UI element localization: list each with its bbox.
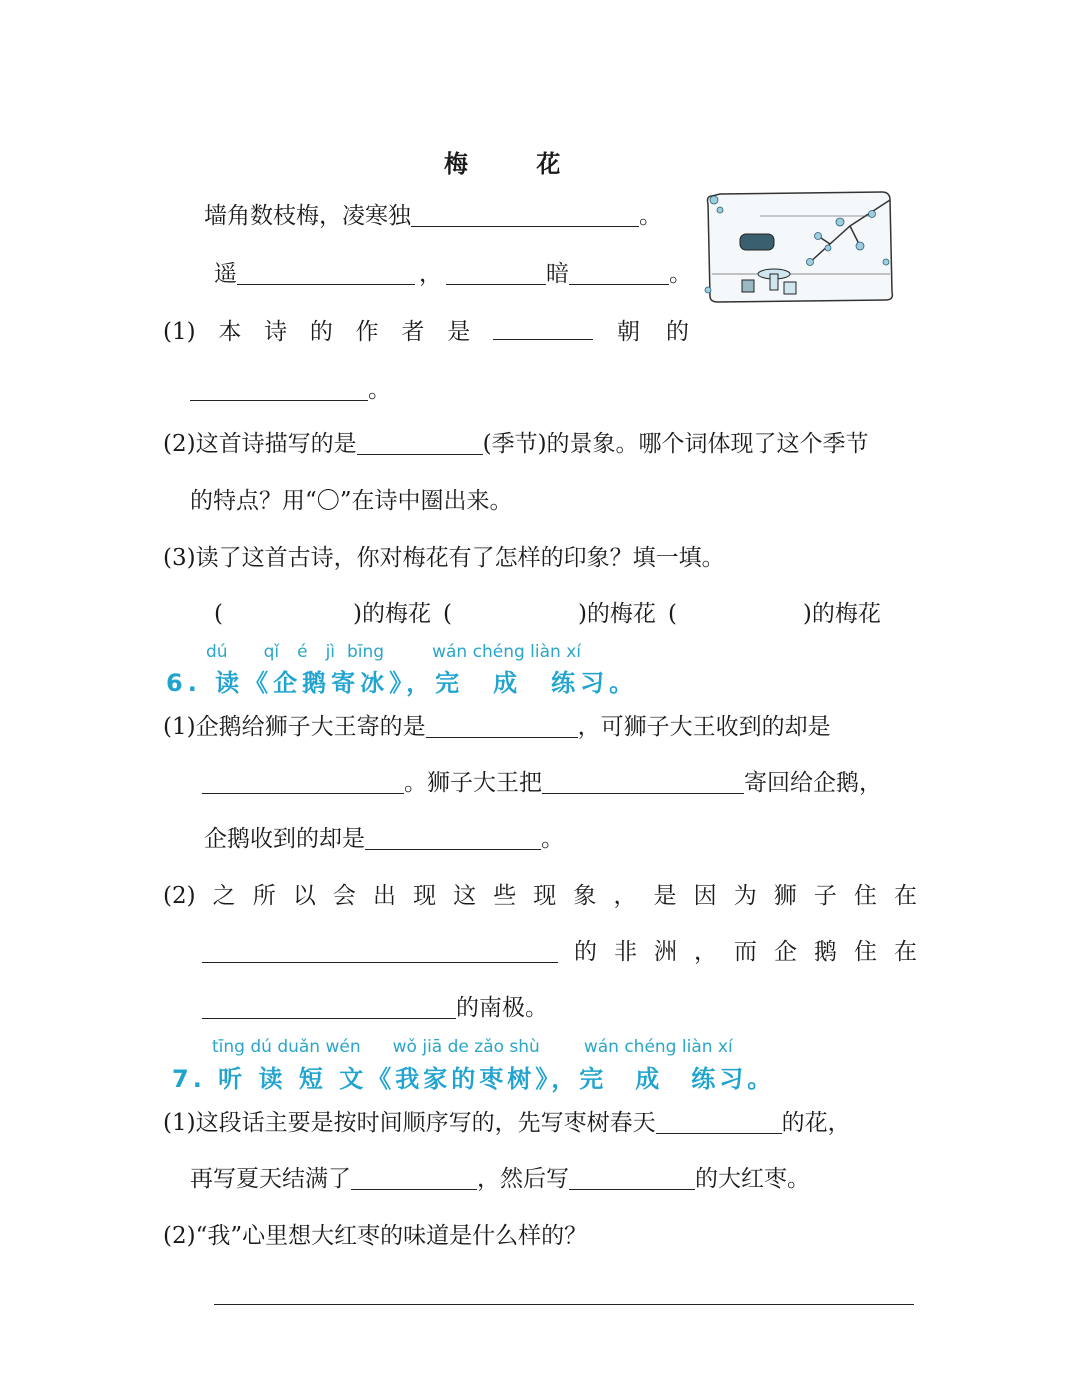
s7-1-line-1 xyxy=(163,1108,851,1138)
pinyin: wán chéng liàn xí xyxy=(583,1037,733,1057)
blank-s6-2b[interactable] xyxy=(202,996,456,1019)
char: ， xyxy=(613,883,637,909)
char: 为 xyxy=(733,883,757,909)
blank-s6-1a[interactable] xyxy=(426,715,578,738)
char: 诗 xyxy=(264,319,288,345)
char: 企 xyxy=(774,939,797,965)
pinyin: tīng dú duǎn wén xyxy=(212,1037,361,1057)
char: 出 xyxy=(372,883,396,909)
char: 以 xyxy=(292,883,316,909)
blank-s7-1a[interactable] xyxy=(656,1111,782,1134)
q5-2-line-1 xyxy=(163,429,869,459)
pinyin: é xyxy=(297,642,308,662)
char: 所 xyxy=(252,883,276,909)
char: 的 xyxy=(574,939,597,965)
blank-q5-1b[interactable] xyxy=(190,378,368,401)
paren-open: ( xyxy=(214,601,223,627)
s6-1-text-d: 寄回给企鹅， xyxy=(744,770,882,796)
char: 这 xyxy=(453,883,477,909)
char: 非 xyxy=(614,939,637,965)
blank-s6-2a[interactable] xyxy=(202,940,558,963)
blank-q5-1a[interactable] xyxy=(493,317,593,340)
q5-1-line-2 xyxy=(190,375,391,405)
s6-2-blank-1 xyxy=(202,937,558,967)
char: 因 xyxy=(693,883,717,909)
char: 的 xyxy=(666,319,689,345)
q5-1-tail xyxy=(617,317,689,347)
blank-q5-2[interactable] xyxy=(357,432,483,455)
section-6-heading: 6. 读《企鹅寄冰》，完 成 练习。 xyxy=(166,669,639,697)
s7-1-text-b: 的花， xyxy=(781,1110,851,1136)
char: 住 xyxy=(853,883,877,909)
q5-2-line-2: 的特点？用“〇”在诗中圈出来。 xyxy=(190,488,513,514)
char: 些 xyxy=(493,883,517,909)
punct: 。 xyxy=(669,261,692,287)
q5-3-line: (3)读了这首古诗，你对梅花有了怎样的印象？填一填。 xyxy=(163,545,725,571)
fill-label-1: )的梅花 xyxy=(352,601,431,627)
char: 朝 xyxy=(617,319,640,345)
char: 本 xyxy=(218,319,242,345)
paren-open: ( xyxy=(442,601,452,627)
poem-line-1 xyxy=(204,201,662,231)
plum-blossom-window-illustration xyxy=(700,186,900,308)
char: 在 xyxy=(894,883,917,909)
poem-line-2 xyxy=(214,259,692,289)
s6-2-line-3 xyxy=(202,993,548,1023)
blank-s7-1c[interactable] xyxy=(569,1167,695,1190)
char: 作 xyxy=(355,319,379,345)
section-6-pinyin xyxy=(206,642,581,662)
punct: 。 xyxy=(541,826,564,852)
s6-1-line-3 xyxy=(204,824,564,854)
char: ， xyxy=(694,939,717,965)
blank-poem-1[interactable] xyxy=(411,204,639,227)
q-num: (2) xyxy=(163,883,196,909)
s7-2-line: (2)“我”心里想大红枣的味道是什么样的？ xyxy=(163,1223,588,1249)
char: 狮 xyxy=(773,883,797,909)
pinyin: wán chéng liàn xí xyxy=(432,642,581,662)
s6-1-text-c: 。狮子大王把 xyxy=(404,770,542,796)
section-7-pinyin xyxy=(212,1037,733,1057)
blank-s6-1c[interactable] xyxy=(542,771,744,794)
paren-open: ( xyxy=(667,601,677,627)
char: 者 xyxy=(401,319,425,345)
s7-1-text-a: (1)这段话主要是按时间顺序写的，先写枣树春天 xyxy=(163,1110,656,1136)
blank-poem-2[interactable] xyxy=(237,262,415,285)
s6-1-line-1 xyxy=(163,712,831,742)
pinyin: qǐ xyxy=(263,642,280,662)
poem-title: 梅 花 xyxy=(444,149,591,178)
pinyin: dú xyxy=(206,642,228,662)
q5-3-fill-row xyxy=(214,599,881,629)
pinyin: jì xyxy=(325,642,336,662)
blank-poem-3[interactable] xyxy=(446,262,546,285)
s6-1-line-2 xyxy=(202,768,882,798)
pinyin: bīng xyxy=(347,642,385,662)
char: 在 xyxy=(894,939,917,965)
q-num: (1) xyxy=(163,319,196,345)
s6-1-text-a: (1)企鹅给狮子大王寄的是 xyxy=(163,714,426,740)
char: 鹅 xyxy=(814,939,837,965)
s7-1-text-d: ，然后写 xyxy=(477,1166,569,1192)
s6-1-text-e: 企鹅收到的却是 xyxy=(204,826,365,852)
fill-label-2: )的梅花 xyxy=(577,601,656,627)
s7-1-text-e: 的大红枣。 xyxy=(695,1166,810,1192)
char: 之 xyxy=(212,883,236,909)
s6-2-line-1 xyxy=(163,881,917,911)
section-7-heading: 7. 听 读 短 文《我家的枣树》，完 成 练习。 xyxy=(172,1065,776,1093)
blank-poem-4[interactable] xyxy=(569,262,669,285)
char: 现 xyxy=(533,883,557,909)
s7-1-line-2 xyxy=(190,1164,810,1194)
char: 洲 xyxy=(654,939,677,965)
s6-1-text-b: ，可狮子大王收到的却是 xyxy=(577,714,831,740)
fill-label-3: )的梅花 xyxy=(802,601,881,627)
punct: 。 xyxy=(368,377,391,403)
q5-2-text-b: (季节)的景象。哪个词体现了这个季节 xyxy=(482,431,869,457)
char: 现 xyxy=(413,883,437,909)
char: 住 xyxy=(854,939,877,965)
char: 而 xyxy=(734,939,757,965)
blank-s7-1b[interactable] xyxy=(351,1167,477,1190)
s7-1-text-c: 再写夏天结满了 xyxy=(190,1166,351,1192)
punct: 。 xyxy=(639,203,662,229)
blank-s6-1b[interactable] xyxy=(202,771,404,794)
s6-2-text-end: 的南极。 xyxy=(456,995,548,1021)
q5-1-line xyxy=(163,317,593,347)
pinyin: wǒ jiā de zǎo shù xyxy=(392,1037,540,1057)
char: 是 xyxy=(653,883,677,909)
answer-line[interactable] xyxy=(214,1304,914,1305)
char: 的 xyxy=(309,319,333,345)
char: 是 xyxy=(447,319,471,345)
q5-2-text-a: (2)这首诗描写的是 xyxy=(163,431,357,457)
blank-s6-1d[interactable] xyxy=(365,827,541,850)
poem-line-2-a: 遥 xyxy=(214,261,237,287)
s6-2-line-2 xyxy=(574,937,917,967)
char: 象 xyxy=(573,883,597,909)
char: 会 xyxy=(332,883,356,909)
char: 子 xyxy=(813,883,837,909)
poem-line-2-b: 暗 xyxy=(546,261,569,287)
punct: ， xyxy=(419,261,442,287)
poem-line-1-text: 墙角数枝梅，凌寒独 xyxy=(204,203,411,229)
